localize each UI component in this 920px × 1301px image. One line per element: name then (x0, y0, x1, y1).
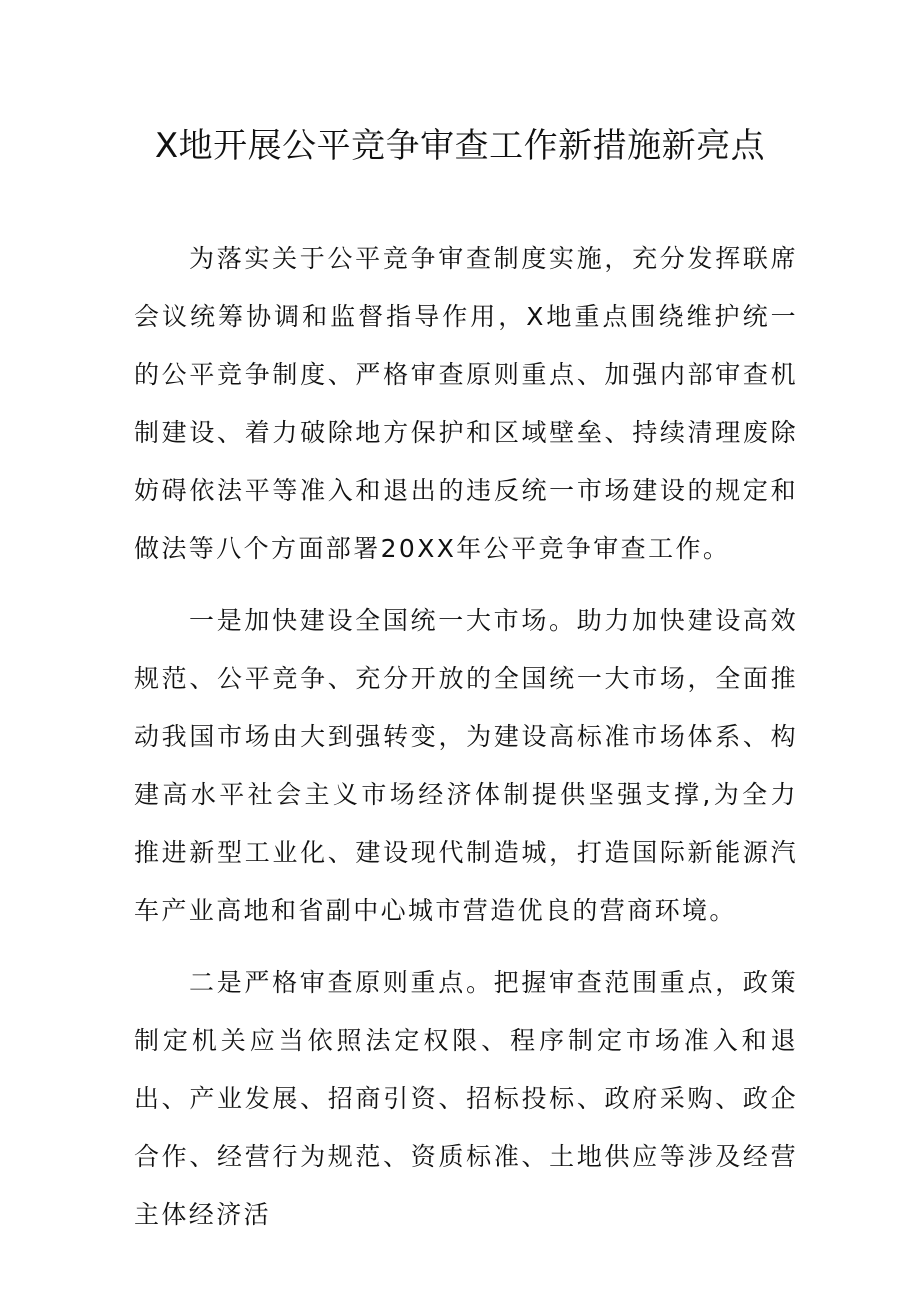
paragraph-intro: 为落实关于公平竞争审查制度实施，充分发挥联席会议统筹协调和监督指导作用，X地重点围绕维护统一的公平竞争制度、严格审查原则重点、加强内部审查机制建设、着力破除地方保护和区域壁垒、持续清理废除妨碍依法平等准入和退出的违反统一市场建设的规定和做法等八个方面部署20XX年公平竞争审查工作。 (134, 244, 798, 563)
document-title: X地开展公平竞争审查工作新措施新亮点 (154, 126, 766, 166)
paragraph-point-two: 二是严格审查原则重点。把握审查范围重点，政策制定机关应当依照法定权限、程序制定市场准入和退出、产业发展、招商引资、招标投标、政府采购、政企合作、经营行为规范、资质标准、土地供应等涉及经营主体经济活 (134, 968, 798, 1229)
document-body (134, 230, 798, 1258)
paragraph-point-one: 一是加快建设全国统一大市场。助力加快建设高效规范、公平竞争、充分开放的全国统一大市场，全面推动我国市场由大到强转变，为建设高标准市场体系、构建高水平社会主义市场经济体制提供坚强支撑,为全力推进新型工业化、建设现代制造城，打造国际新能源汽车产业高地和省副中心城市营造优良的营商环境。 (134, 606, 798, 925)
